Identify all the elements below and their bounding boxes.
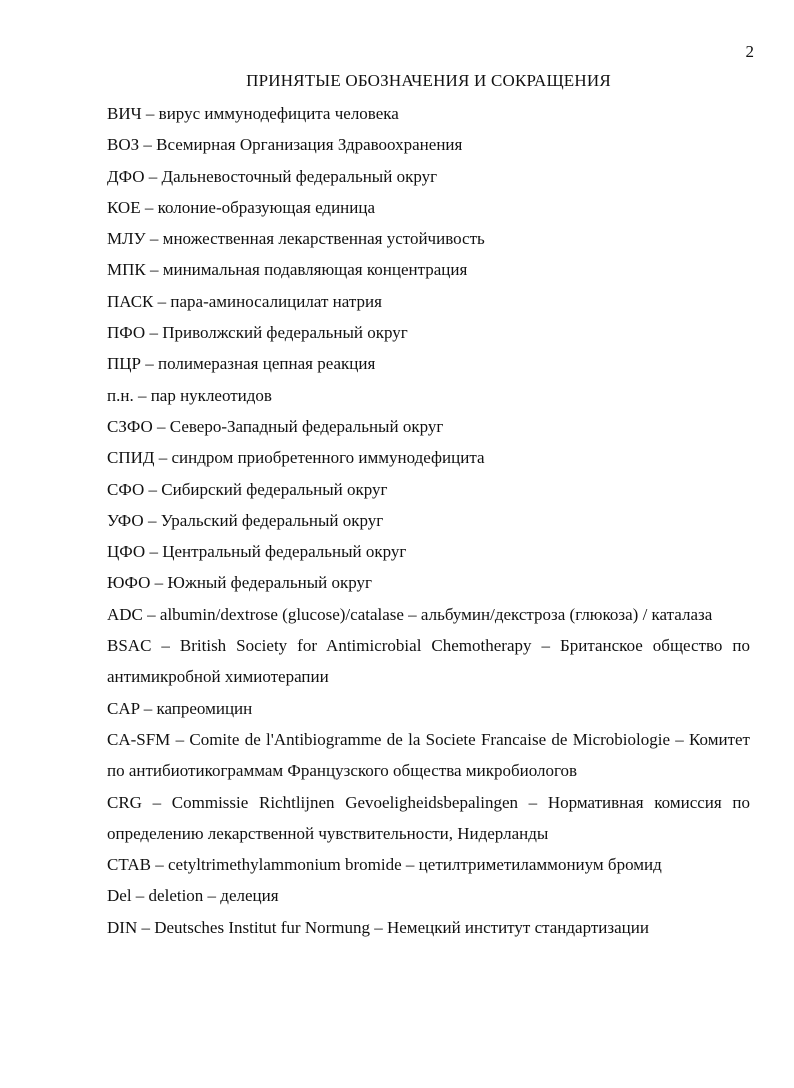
abbreviation-entry: ЮФО – Южный федеральный округ <box>107 573 373 593</box>
abbreviation-entry: СФО – Сибирский федеральный округ <box>107 479 388 499</box>
abbreviation-entry: ДФО – Дальневосточный федеральный округ <box>107 166 438 186</box>
abbreviation-entry: ADC – albumin/dextrose (glucose)/catalase – альбумин/декстроза (глюкоза) / каталаза <box>107 604 713 624</box>
abbreviation-entry: ПЦР – полимеразная цепная реакция <box>107 354 376 374</box>
abbreviation-entry: СПИД – синдром приобретенного иммунодефицита <box>107 448 485 468</box>
abbreviation-entry: DIN – Deutsches Institut fur Normung – Немецкий институт стандартизации <box>107 917 649 937</box>
abbreviation-entry: CTAB – cetyltrimethylammonium bromide – цетилтриметиламмониум бромид <box>107 855 662 875</box>
abbreviation-entry: BSAC – British Society for Antimicrobial Chemotherapy – Британское общество по антимикробной химиотерапии <box>107 636 750 687</box>
abbreviation-entry: КОЕ – колоние-образующая единица <box>107 197 375 217</box>
page-title: ПРИНЯТЫЕ ОБОЗНАЧЕНИЯ И СОКРАЩЕНИЯ <box>246 71 611 90</box>
abbreviation-entry: ПАСК – пара-аминосалицилат натрия <box>107 291 382 311</box>
abbreviation-entry: Del – deletion – делеция <box>107 886 279 906</box>
abbreviation-entry: УФО – Уральский федеральный округ <box>107 510 384 530</box>
abbreviation-entry: ПФО – Приволжский федеральный округ <box>107 323 408 343</box>
abbreviation-entry: МЛУ – множественная лекарственная устойчивость <box>107 229 485 249</box>
abbreviation-list <box>107 98 750 943</box>
abbreviation-entry: ВОЗ – Всемирная Организация Здравоохранения <box>107 135 463 155</box>
abbreviation-entry: МПК – минимальная подавляющая концентрация <box>107 260 468 280</box>
abbreviation-entry: п.н. – пар нуклеотидов <box>107 385 272 405</box>
page-number: 2 <box>745 42 754 61</box>
abbreviation-entry: CA-SFM – Comite de l'Antibiogramme de la Societe Francaise de Microbiologie – Комитет по антибиотикограммам Французского общества микробиологов <box>107 729 750 781</box>
abbreviation-entry: CAP – капреомицин <box>107 698 253 718</box>
abbreviation-entry: СЗФО – Северо-Западный федеральный округ <box>107 416 444 436</box>
abbreviation-entry: ЦФО – Центральный федеральный округ <box>107 542 407 562</box>
abbreviation-entry: CRG – Commissie Richtlijnen Gevoeligheidsbepalingen – Нормативная комиссия по определению лекарственной чувствительности, Нидерланды <box>107 792 750 843</box>
abbreviation-entry: ВИЧ – вирус иммунодефицита человека <box>107 104 399 123</box>
